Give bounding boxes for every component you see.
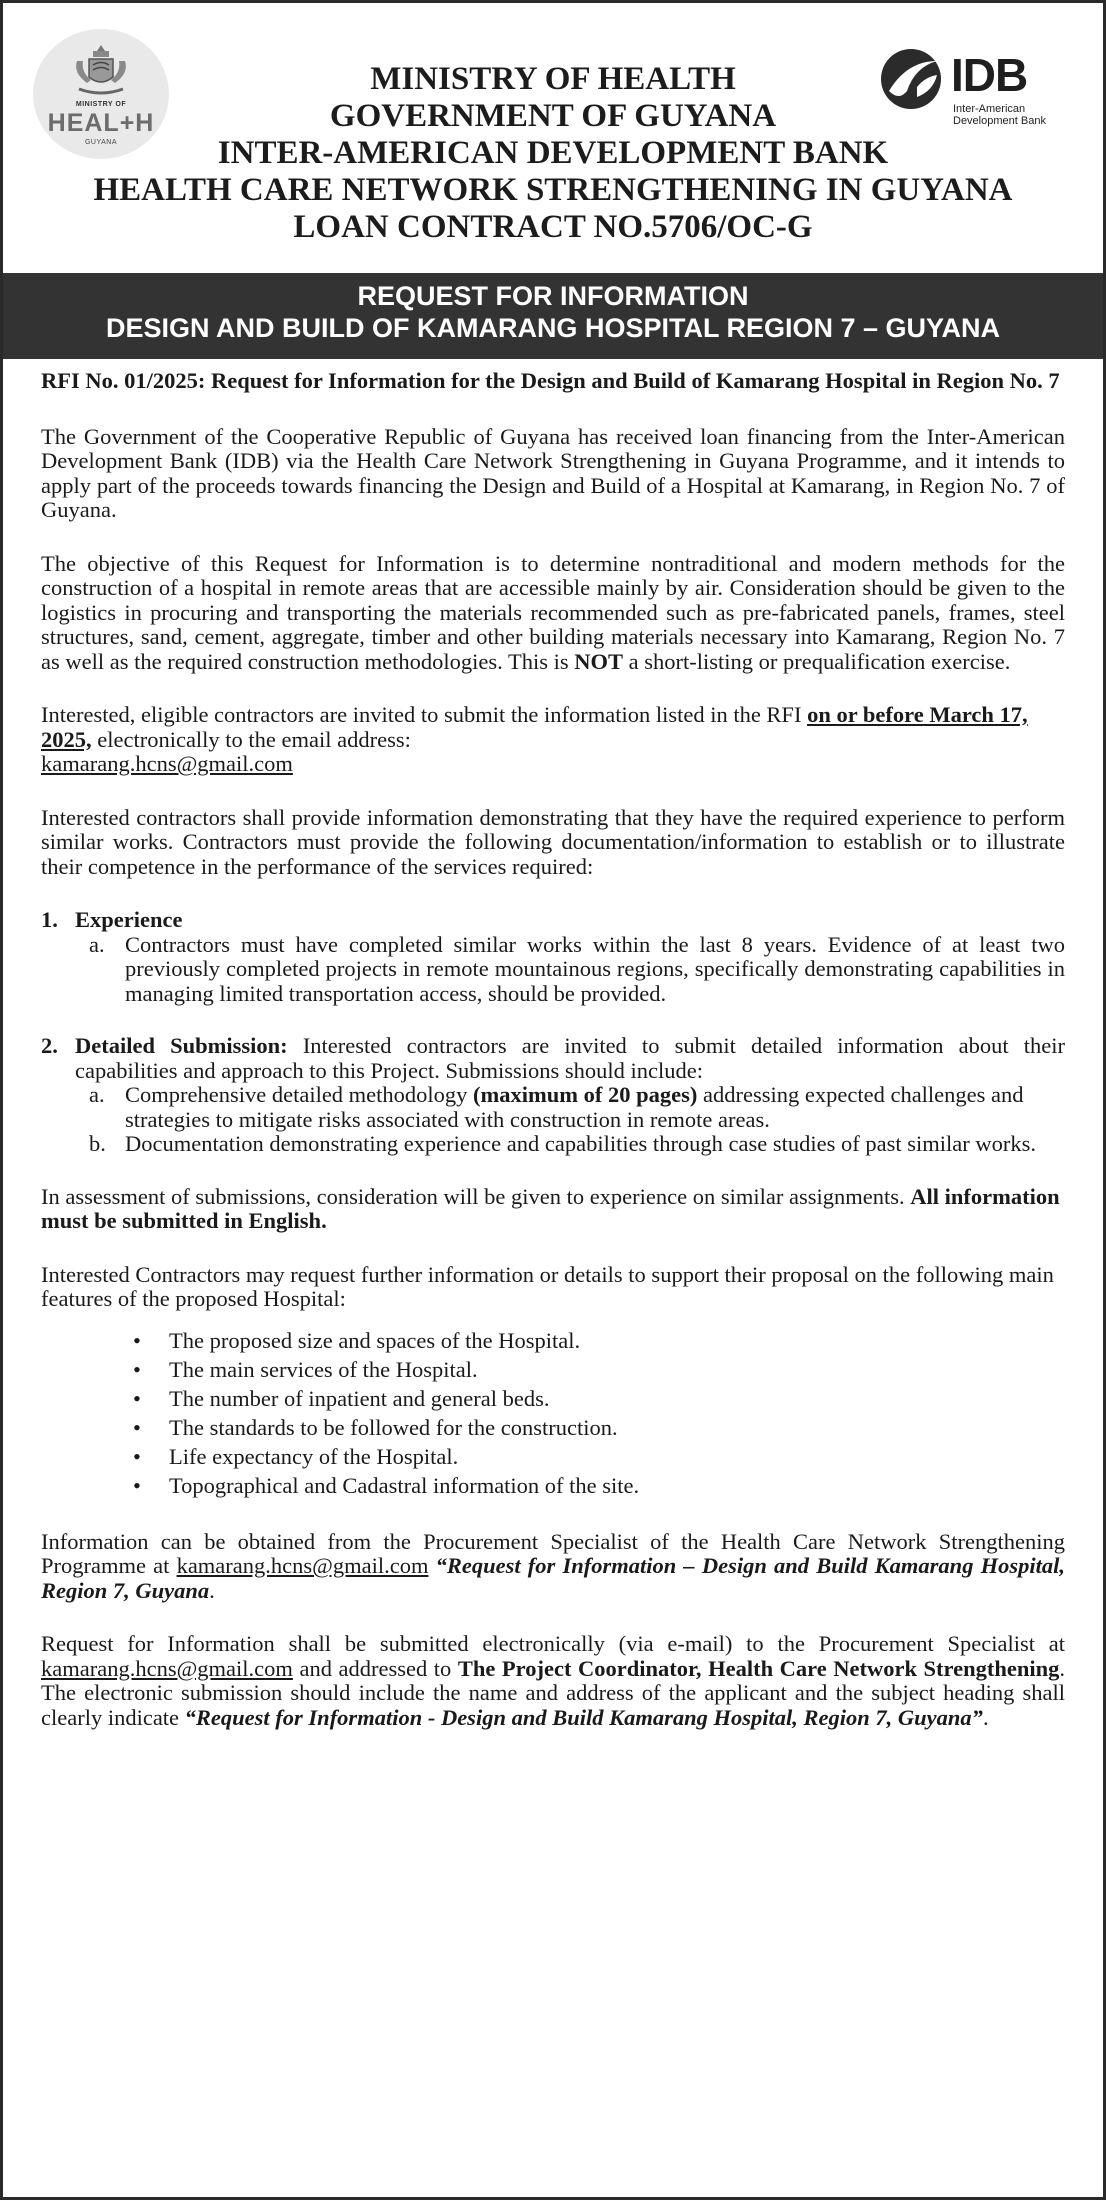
list-item xyxy=(133,1413,1065,1442)
list-item xyxy=(133,1355,1065,1384)
rfi-title: RFI No. 01/2025: Request for Information for the Design and Build of Kamarang Hospital in Region No. 7 xyxy=(41,368,1060,393)
masthead xyxy=(3,3,1103,273)
information-end: . xyxy=(209,1577,215,1603)
sub-item xyxy=(89,933,1065,1007)
assessment-paragraph xyxy=(41,1185,1065,1234)
item-text: Interested contractors are invited to submit detailed information about their capabilities and approach to this Project. Submissions should include: xyxy=(75,1033,1065,1083)
submission-paragraph xyxy=(41,1632,1065,1730)
idb-swirl-icon xyxy=(879,47,947,111)
banner-line-2: DESIGN AND BUILD OF KAMARANG HOSPITAL REGION 7 – GUYANA xyxy=(105,313,1001,343)
sub-item-label: b. xyxy=(89,1131,106,1156)
english-requirement: All information must be submitted in English. xyxy=(41,1183,1060,1233)
information-paragraph xyxy=(41,1530,1065,1604)
deadline-pre: Interested, eligible contractors are invited to submit the information listed in the RFI xyxy=(41,702,802,727)
title-line: MINISTRY OF HEALTH xyxy=(370,61,736,97)
email-link[interactable]: kamarang.hcns@gmail.com xyxy=(176,1553,429,1578)
title-line: INTER-AMERICAN DEVELOPMENT BANK xyxy=(217,135,889,171)
objective-paragraph xyxy=(41,552,1065,675)
item-number: 1. xyxy=(41,907,58,932)
list-item-text: The main services of the Hospital. xyxy=(169,1356,478,1382)
information-text: Information can be obtained from the Procurement Specialist of the Health Care Network Strengthening Programme at xyxy=(41,1528,1065,1578)
ministry-of-label: MINISTRY OF xyxy=(75,101,127,108)
bullet-icon: • xyxy=(133,1472,141,1498)
bullet-icon: • xyxy=(133,1414,141,1440)
max-pages: (maximum of 20 pages) xyxy=(473,1082,698,1107)
subject-heading: “Request for Information - Design and Build Kamarang Hospital, Region 7, Guyana” xyxy=(184,1704,983,1730)
item-number: 2. xyxy=(41,1033,58,1058)
objective-pre: This is xyxy=(507,648,569,674)
list-item xyxy=(133,1442,1065,1471)
project-coordinator: The Project Coordinator, Health Care Network Strengthening xyxy=(457,1655,1060,1681)
sub-item-text: Contractors must have completed similar works within the last 8 years. Evidence of at least two previously completed projects in remote mountainous regions, specifically demonstrating capabilities in managing limited transportation access, should be provided. xyxy=(125,931,1065,1006)
list-item xyxy=(133,1326,1065,1355)
email-link[interactable]: kamarang.hcns@gmail.com xyxy=(41,1655,293,1681)
bullet-icon: • xyxy=(133,1356,141,1382)
objective-not: NOT xyxy=(574,648,624,674)
rfi-banner xyxy=(3,273,1103,359)
email-link[interactable]: kamarang.hcns@gmail.com xyxy=(41,751,293,776)
demonstrate-paragraph: Interested contractors shall provide information demonstrating that they have the required experience to perform similar works. Contractors must provide the following documentation/information to establish or to illustrate their competence in the performance of the services required: xyxy=(41,804,1065,879)
item-heading: Experience xyxy=(75,907,183,932)
item-heading: Detailed Submission: xyxy=(75,1033,288,1058)
features-intro: Interested Contractors may request further information or details to support their proposal on the following main features of the proposed Hospital: xyxy=(41,1261,1054,1311)
idb-subtitle: Inter-American Development Bank xyxy=(953,103,1046,127)
title-line: HEALTH CARE NETWORK STRENGTHENING IN GUYANA xyxy=(93,172,1013,208)
title-line: GOVERNMENT OF GUYANA xyxy=(329,98,777,134)
list-item xyxy=(133,1384,1065,1413)
sub-item xyxy=(89,1132,1065,1157)
assessment-text: In assessment of submissions, consideration will be given to experience on similar assignments. xyxy=(41,1183,905,1209)
methodology-post: addressing expected challenges and strategies to mitigate risks associated with construction in remote areas. xyxy=(125,1082,1024,1132)
bullet-icon: • xyxy=(133,1385,141,1411)
methodology-pre: Comprehensive detailed methodology xyxy=(125,1082,468,1107)
notice-body xyxy=(3,359,1103,1730)
list-item-text: The number of inpatient and general beds. xyxy=(169,1385,550,1411)
idb-wordmark: IDB xyxy=(951,49,1028,101)
bullet-icon: • xyxy=(133,1327,141,1353)
title-line: LOAN CONTRACT NO.5706/OC-G xyxy=(293,209,813,245)
submission-pre: Request for Information shall be submitted electronically (via e-mail) to the Procurement Specialist at xyxy=(41,1631,1065,1656)
experience-heading xyxy=(41,908,1065,933)
list-item-text: The proposed size and spaces of the Hospital. xyxy=(169,1327,581,1353)
deadline-date: on or before March 17, 2025, xyxy=(41,702,1028,752)
item-body xyxy=(75,1034,1065,1083)
list-item-text: The standards to be followed for the construction. xyxy=(169,1414,618,1440)
guyana-label: GUYANA xyxy=(84,139,118,146)
sub-item xyxy=(89,1083,1065,1132)
list-item-text: Life expectancy of the Hospital. xyxy=(169,1443,459,1469)
submission-end: . xyxy=(982,1704,989,1730)
sub-item-text: Documentation demonstrating experience and capabilities through case studies of past similar works. xyxy=(125,1131,1036,1156)
detailed-submission-heading xyxy=(41,1034,1065,1083)
submission-mid-2: . The electronic submission should include the name and address of the applicant and the subject heading shall clearly indicate xyxy=(41,1655,1066,1730)
idb-logo xyxy=(879,47,1079,137)
banner-line-1: REQUEST FOR INFORMATION xyxy=(357,281,749,311)
health-wordmark: HEAL+H xyxy=(47,109,155,137)
objective-post: a short-listing or prequalification exercise. xyxy=(628,648,1011,674)
experience-section xyxy=(41,908,1065,1006)
sub-item-label: a. xyxy=(89,1082,105,1107)
submission-mid: and addressed to xyxy=(299,1655,452,1681)
bullet-icon: • xyxy=(133,1443,141,1469)
sub-item-text xyxy=(125,1083,1065,1132)
submission-deadline-paragraph xyxy=(41,703,1065,777)
objective-text: The objective of this Request for Information is to determine nontraditional and modern methods for the construction of a hospital in remote areas that are accessible mainly by air. Consideration should be given to the logistics in procuring and transporting the materials recommended such as pre-fabricated panels, frames, steel structures, sand, cement, aggregate, timber and other building materials necessary into Kamarang, Region No. 7 as well as the required construction methodologies. xyxy=(41,550,1065,674)
list-item xyxy=(133,1471,1065,1500)
features-list xyxy=(41,1326,1065,1500)
sub-item-label: a. xyxy=(89,931,105,957)
information-quote: “Request for Information – Design and Build Kamarang Hospital, Region 7, Guyana xyxy=(41,1553,1065,1603)
detailed-submission-section xyxy=(41,1034,1065,1157)
financing-paragraph: The Government of the Cooperative Republic of Guyana has received loan financing from the Inter-American Development Bank (IDB) via the Health Care Network Strengthening in Guyana Programme, and it intends to apply part of the proceeds towards financing the Design and Build of a Hospital at Kamarang, in Region No. 7 of Guyana. xyxy=(41,423,1065,522)
list-item-text: Topographical and Cadastral information of the site. xyxy=(169,1472,640,1498)
deadline-post: electronically to the email address: xyxy=(97,726,411,752)
